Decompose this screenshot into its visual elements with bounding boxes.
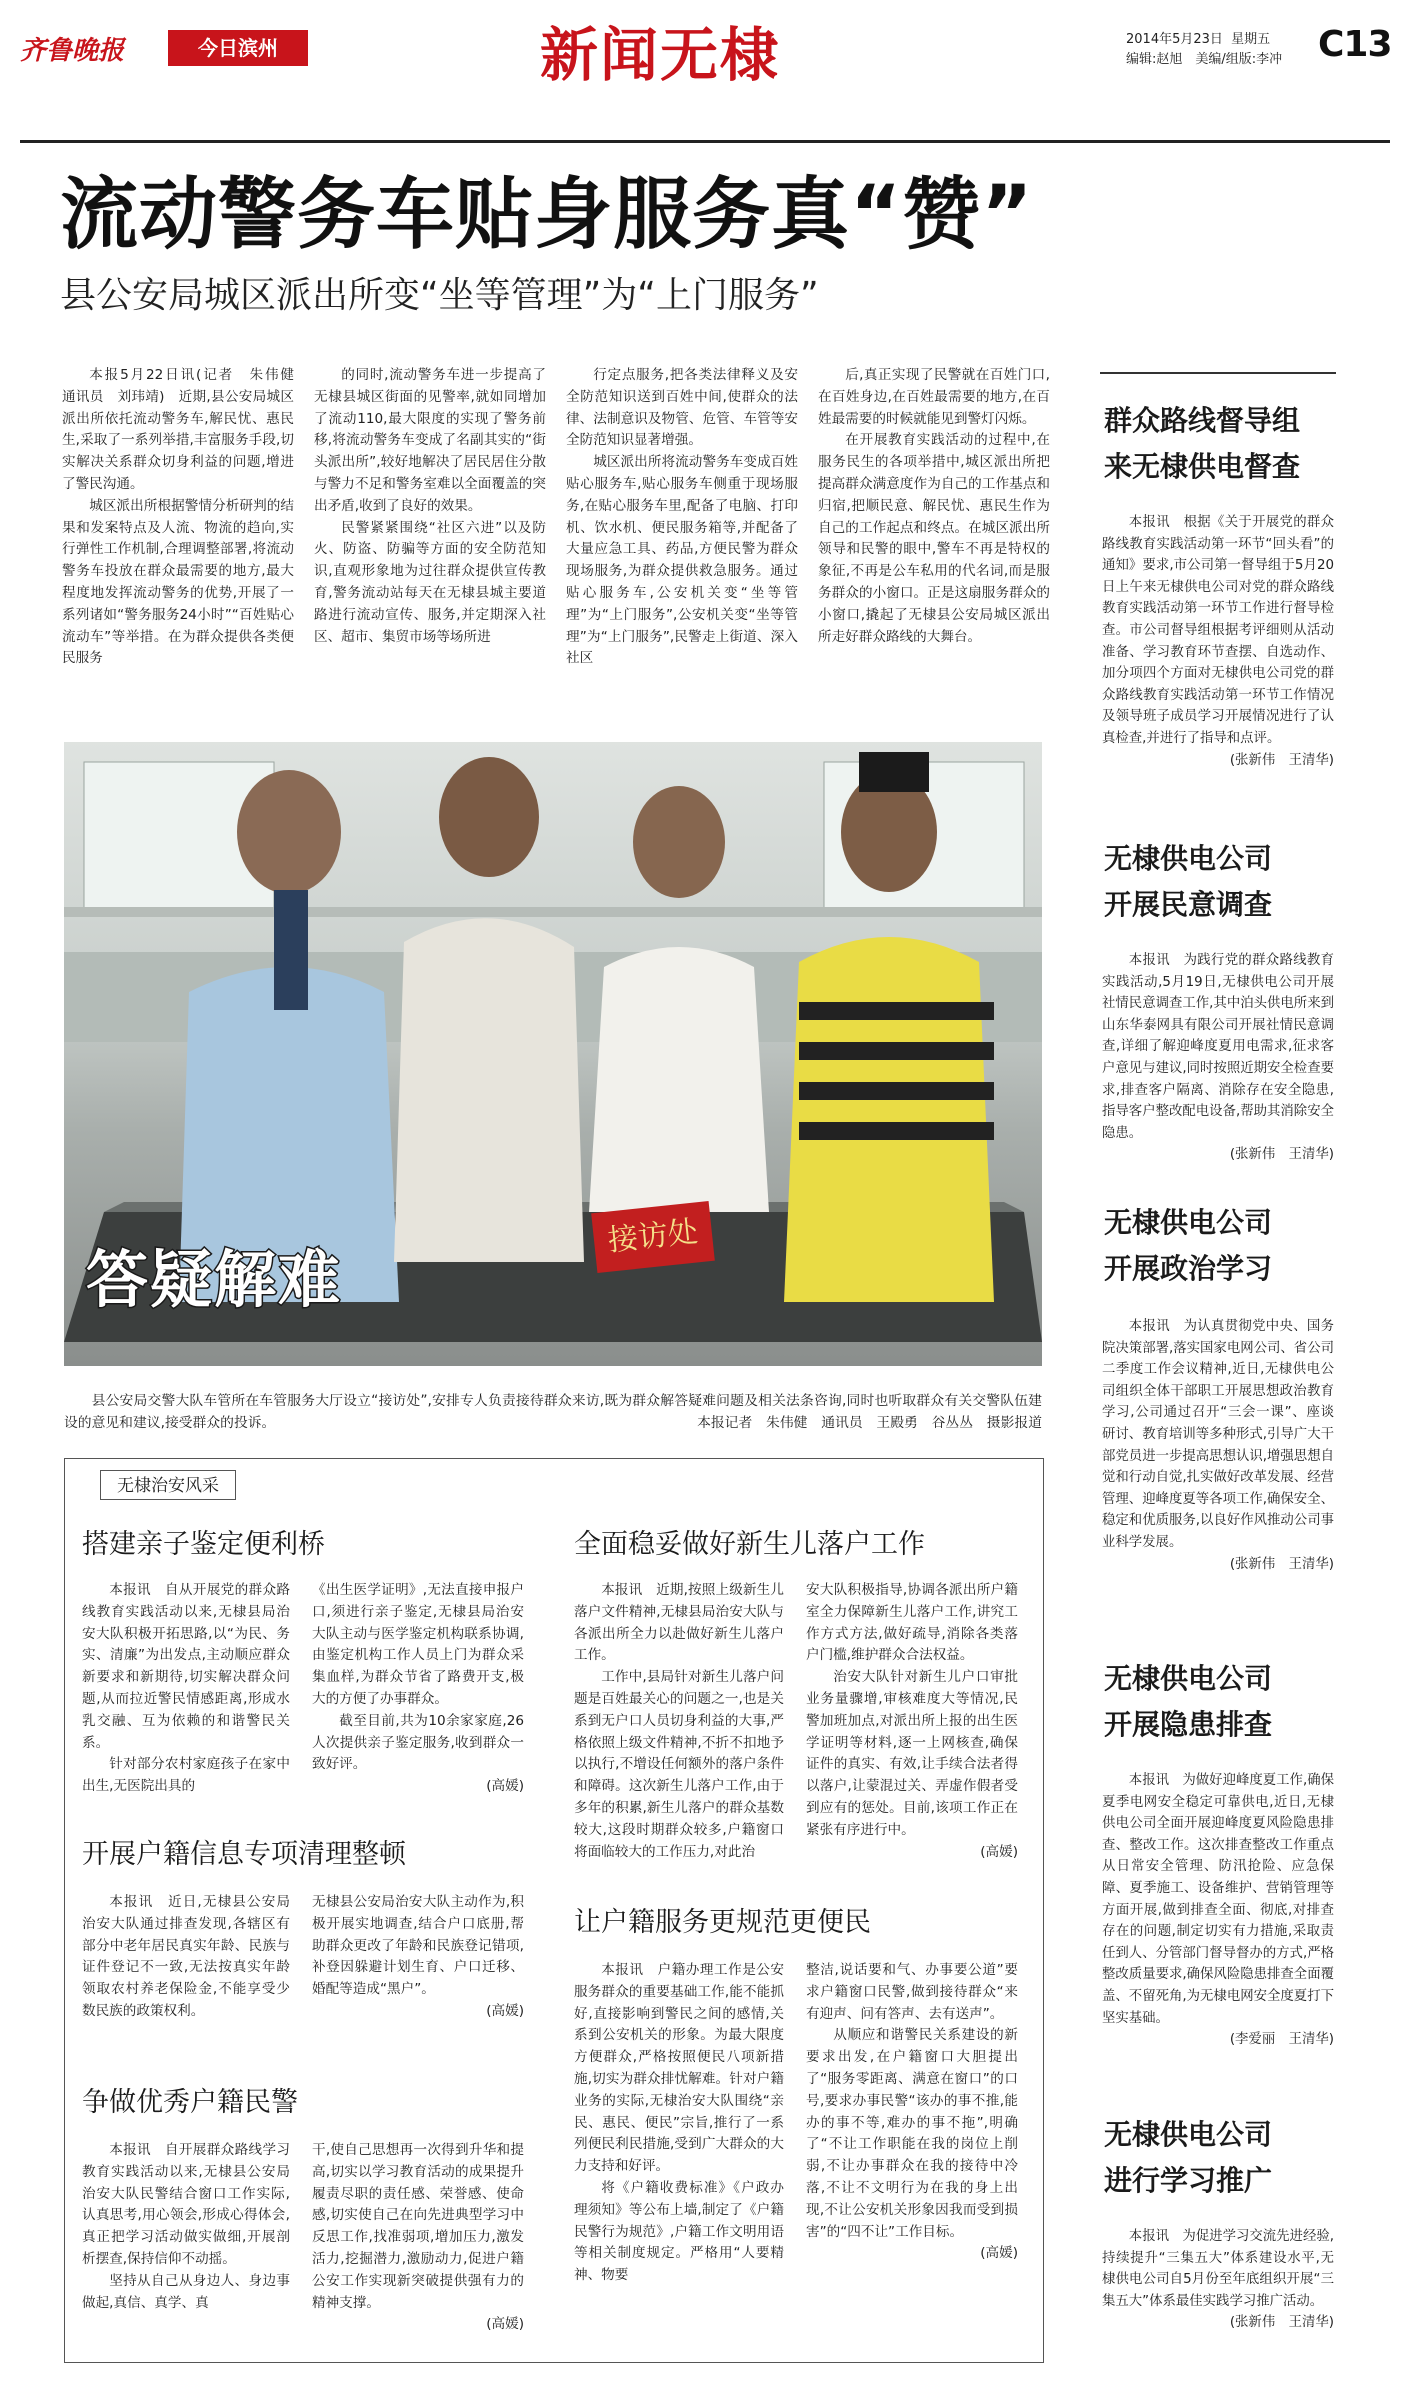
lead-subheadline: 县公安局城区派出所变“坐等管理”为“上门服务” [60,275,819,316]
sidebar-5-title-line1: 无棣供电公司 [1104,2118,1273,2151]
article-paternity-col1: 本报讯 自从开展党的群众路线教育实践活动以来,无棣县局治安大队积极开拓思路,以“为民、务实、清廉”为出发点,主动顺应群众新要求和新期待,切实解决群众问题,从而拉近警民情感距离,形成水乳交融、互为依赖的和谐警民关系。 针对部分农村家庭孩子在家中出生,无医院出具的 [82,1582,290,1795]
sidebar-4-body: 本报讯 为做好迎峰度夏工作,确保夏季电网安全稳定可靠供电,近日,无棣供电公司全面开展迎峰度夏风险隐患排查、整改工作。这次排查整改工作重点从日常安全管理、防汛抢险、应急保障、夏季施工、设备维护、营销管理等方面开展,做到排查全面、彻底,对排查存在的问题,制定切实有力措施,采取责任到人、分管部门督导督办的方式,严格整改质量要求,确保风险隐患排查全面覆盖、不留死角,为无棣电网安全度夏打下坚实基础。 (李爱丽 王清华) [1102,1773,1334,2048]
sidebar-3-body: 本报讯 为认真贯彻党中央、国务院决策部署,落实国家电网公司、省公司二季度工作会议精神,近日,无棣供电公司组织全体干部职工开展思想政治教育学习,公司通过召开“三会一课”、座谈研讨、教育培训等多种形式,引导广大干部党员进一步提高思想认识,增强思想自觉和行动自觉,扎实做好改革发展、经营管理、迎峰度夏等各项工作,确保安全、稳定和优质服务,以良好作风推动公司事业科学发展。 (张新伟 王清华) [1102,1319,1334,1572]
photo-desk-sign: 接访处 [591,1201,715,1273]
sidebar-2-body: 本报讯 为践行党的群众路线教育实践活动,5月19日,无棣供电公司开展社情民意调查工作,其中泊头供电所来到山东华泰网具有限公司开展社情民意调查,详细了解迎峰度夏用电需求,征求客户意见与建议,同时按照近期安全检查要求,排查客户隔离、消除存在安全隐患,指导客户整改配电设备,帮助其消除安全隐患。 (张新伟 王清华) [1102,953,1334,1163]
sidebar-5-title-line2: 进行学习推广 [1104,2164,1273,2197]
sidebar-2-title-line2: 开展民意调查 [1104,888,1273,921]
page-title: 新闻无棣 [540,21,781,89]
photo-credit: 本报记者 朱伟健 通讯员 王殿勇 谷丛丛 摄影报道 [697,1415,1042,1431]
article-paternity-col2: 《出生医学证明》,无法直接申报户口,须进行亲子鉴定,无棣县局治安大队主动与医学鉴定机构联系协调,由鉴定机构工作人员上门为群众采集血样,为群众节省了路费开支,极大的方便了办事群众。 截至目前,共为10余家家庭,26人次提供亲子鉴定服务,收到群众一致好评。 (高媛) [312,1582,524,1795]
sidebar-4-title-line2: 开展隐患排查 [1104,1708,1273,1741]
lead-column-3: 行定点服务,把各类法律释义及安全防范知识送到百姓中间,使群众的法律、法制意识及物管、危管、车管等安全防范知识显著增强。 城区派出所将流动警务车变成百姓贴心服务车,贴心服务车侧重于现场服务,在贴心服务车里,配备了电脑、打印机、饮水机、便民服务箱等,并配备了大量应急工具、药品,方便民警为群众现场服务,为群众提供救急服务。通过贴心服务车,公安机关变“坐等管理”为“上门服务”,公安机关变“坐等管理”为“上门服务”,民警走上街道、深入社区 [566,367,798,667]
page-number: C13 [1318,24,1392,65]
article-title-paternity: 搭建亲子鉴定便利桥 [82,1529,325,1560]
paper-name-logo: 齐鲁晚报 [20,36,125,66]
article-newborn-col1: 本报讯 近期,按照上级新生儿落户文件精神,无棣县局治安大队与各派出所全力以赴做好新生儿落户工作。 工作中,县局针对新生儿落户问题是百姓最关心的问题之一,也是关系到无户口人员切身利益的大事,严格依照上级文件精神,不折不扣地予以执行,不增设任何额外的落户条件和障碍。这次新生儿落户工作,由于多年的积累,新生儿落户的群众基数较大,这段时期群众较多,户籍窗口将面临较大的工作压力,对此治 [574,1582,784,1860]
sidebar-3-title-line1: 无棣供电公司 [1104,1206,1273,1239]
article-household-col2: 整洁,说话要和气、办事要公道”要求户籍窗口民警,做到接待群众“来有迎声、问有答声、去有送声”。 从顺应和谐警民关系建设的新要求出发,在户籍窗口大胆提出了“服务零距离、满意在窗口”的口号,要求办事民警“该办的事不推,能办的事不等,难办的事不拖”,明确了“不让工作职能在我的岗位上削弱,不让办事群众在我的接待中冷落,不让不文明行为在我的身上出现,不让公安机关形象因我而受到损害”的“四不让”工作目标。 (高媛) [806,1962,1018,2262]
section-tab: 今日滨州 [168,30,308,66]
masthead [0,0,1409,145]
article-officer-col1: 本报讯 自开展群众路线学习教育实践活动以来,无棣县公安局治安大队民警结合窗口工作实际,认真思考,用心领会,形成心得体会,真正把学习活动做实做细,开展剖析摆查,保持信仰不动摇。 坚持从自己从身边人、身边事做起,真信、真学、真 [82,2142,290,2311]
news-photo [64,742,1042,1366]
lead-column-2: 的同时,流动警务车进一步提高了无棣县城区街面的见警率,就如同增加了流动110,最大限度的实现了警务前移,将流动警务车变成了名副其实的“街头派出所”,较好地解决了居民居住分散与警力不足和警务室难以全面覆盖的突出矛盾,收到了良好的效果。 民警紧紧围绕“社区六进”以及防火、防盗、防骗等方面的安全防范知识,直观形象地为过往群众提供宣传教育,警务流动站每天在无棣县城主要道路进行流动宣传、服务,并定期深入社区、超市、集贸市场等场所进 [314,367,546,645]
lead-column-1: 本报5月22日讯(记者 朱伟健 通讯员 刘玮靖) 近期,县公安局城区派出所依托流动警务车,解民忧、惠民生,采取了一系列举措,丰富服务手段,切实解决关系群众切身利益的问题,增进了警民沟通。 城区派出所根据警情分析研判的结果和发案特点及人流、物流的趋向,实行弹性工作机制,合理调整部署,将流动警务车投放在群众最需要的地方,最大程度地发挥流动警务的优势,开展了一系列诸如“警务服务24小时”“百姓贴心流动车”等举措。在为群众提供各类便民服务 [62,367,308,667]
article-newborn-col2: 安大队积极指导,协调各派出所户籍室全力保障新生儿落户工作,讲究工作方式方法,做好疏导,消除各类落户门槛,维护群众合法权益。 治安大队针对新生儿户口审批业务量骤增,审核难度大等情况,民警加班加点,对派出所上报的出生医学证明等材料,逐一上网核查,确保证件的真实、有效,让手续合法者得以落户,让蒙混过关、弄虚作假者受到应有的惩处。目前,该项工作正在紧张有序进行中。 (高媛) [806,1582,1018,1860]
sidebar-4-title-line1: 无棣供电公司 [1104,1662,1273,1695]
header-rule [20,140,1390,143]
photo-title: 答疑解难 [86,1243,343,1316]
sidebar-top-rule [1100,372,1336,374]
lead-column-4: 后,真正实现了民警就在百姓门口,在百姓身边,在百姓最需要的地方,在百姓最需要的时候就能见到警灯闪烁。 在开展教育实践活动的过程中,在服务民生的各项举措中,城区派出所把提高群众满意度作为自己的工作基点和归宿,把顺民意、解民忧、惠民生作为自己的工作起点和终点。在城区派出所领导和民警的眼中,警车不再是特权的象征,不再是公车私用的代名词,而是服务群众的小窗口。正是这扇服务群众的小窗口,撬起了无棣县公安局城区派出所走好群众路线的大舞台。 [818,367,1050,645]
issue-date: 2014年5月23日 星期五 [1126,32,1271,47]
lead-headline: 流动警务车贴身服务真“赞” [60,170,1034,260]
sidebar-1-title-line1: 群众路线督导组 [1104,404,1301,437]
sidebar-1-body: 本报讯 根据《关于开展党的群众路线教育实践活动第一环节“回头看”的通知》要求,市公司第一督导组于5月20日上午来无棣供电公司对党的群众路线教育实践活动第一环节工作进行督导检查。市公司督导组根据考评细则从活动准备、学习教育环节查摆、自选动作、加分项四个方面对无棣供电公司党的群众路线教育实践活动第一环节工作情况及领导班子成员学习开展情况进行了认真检查,并进行了指导和点评。 (张新伟 王清华) [1102,515,1334,768]
article-household-col1: 本报讯 户籍办理工作是公安服务群众的重要基础工作,能不能抓好,直接影响到警民之间的感情,关系到公安机关的形象。为最大限度方便群众,严格按照便民八项新措施,切实为群众排忧解难。针对户籍业务的实际,无棣治安大队围绕“亲民、惠民、便民”宗旨,推行了一系列便民利民措施,受到广大群众的大力支持和好评。 将《户籍收费标准》《户政办理须知》等公布上墙,制定了《户籍民警行为规范》,户籍工作文明用语等相关制度规定。严格用“人要精神、物要 [574,1962,784,2284]
article-officer-col2: 干,使自己思想再一次得到升华和提高,切实以学习教育活动的成果提升履责尽职的责任感、荣誉感、使命感,切实使自己在向先进典型学习中反思工作,找准弱项,增加压力,激发活力,挖掘潜力,激励动力,促进户籍公安工作实现新突破提供强有力的精神支撑。 (高媛) [312,2142,524,2333]
sidebar-2-title-line1: 无棣供电公司 [1104,842,1273,875]
article-title-newborn: 全面稳妥做好新生儿落户工作 [574,1529,925,1560]
article-title-model-officer: 争做优秀户籍民警 [82,2087,298,2118]
sidebar-1-title-line2: 来无棣供电督查 [1104,450,1301,483]
photo-caption: 县公安局交警大队车管所在车管服务大厅设立“接访处”,安排专人负责接待群众来访,既为群众解答疑难问题及相关法条咨询,同时也听取群众有关交警队伍建设的意见和建议,接受群众的投诉。 [64,1393,1042,1431]
sidebar-3-title-line2: 开展政治学习 [1104,1252,1273,1285]
article-census-col1: 本报讯 近日,无棣县公安局治安大队通过排查发现,各辖区有部分中老年居民真实年龄、民族与证件登记不一致,无法按真实年龄领取农村养老保险金,不能享受少数民族的政策权利。 [82,1894,290,2019]
article-title-census: 开展户籍信息专项清理整顿 [82,1839,406,1870]
feature-box-label: 无棣治安风采 [100,1470,236,1500]
article-census-col2: 无棣县公安局治安大队主动作为,积极开展实地调查,结合户口底册,帮助群众更改了年龄和民族登记错项,补登因躲避计划生育、户口迁移、婚配等造成“黑户”。 (高媛) [312,1894,524,2019]
sidebar-5-body: 本报讯 为促进学习交流先进经验,持续提升“三集五大”体系建设水平,无棣供电公司自5月份至年底组织开展“三集五大”体系最佳实践学习推广活动。 (张新伟 王清华) [1102,2229,1334,2331]
article-title-household: 让户籍服务更规范更便民 [574,1907,871,1938]
editors-line: 编辑:赵旭 美编/组版:李冲 [1126,52,1283,67]
